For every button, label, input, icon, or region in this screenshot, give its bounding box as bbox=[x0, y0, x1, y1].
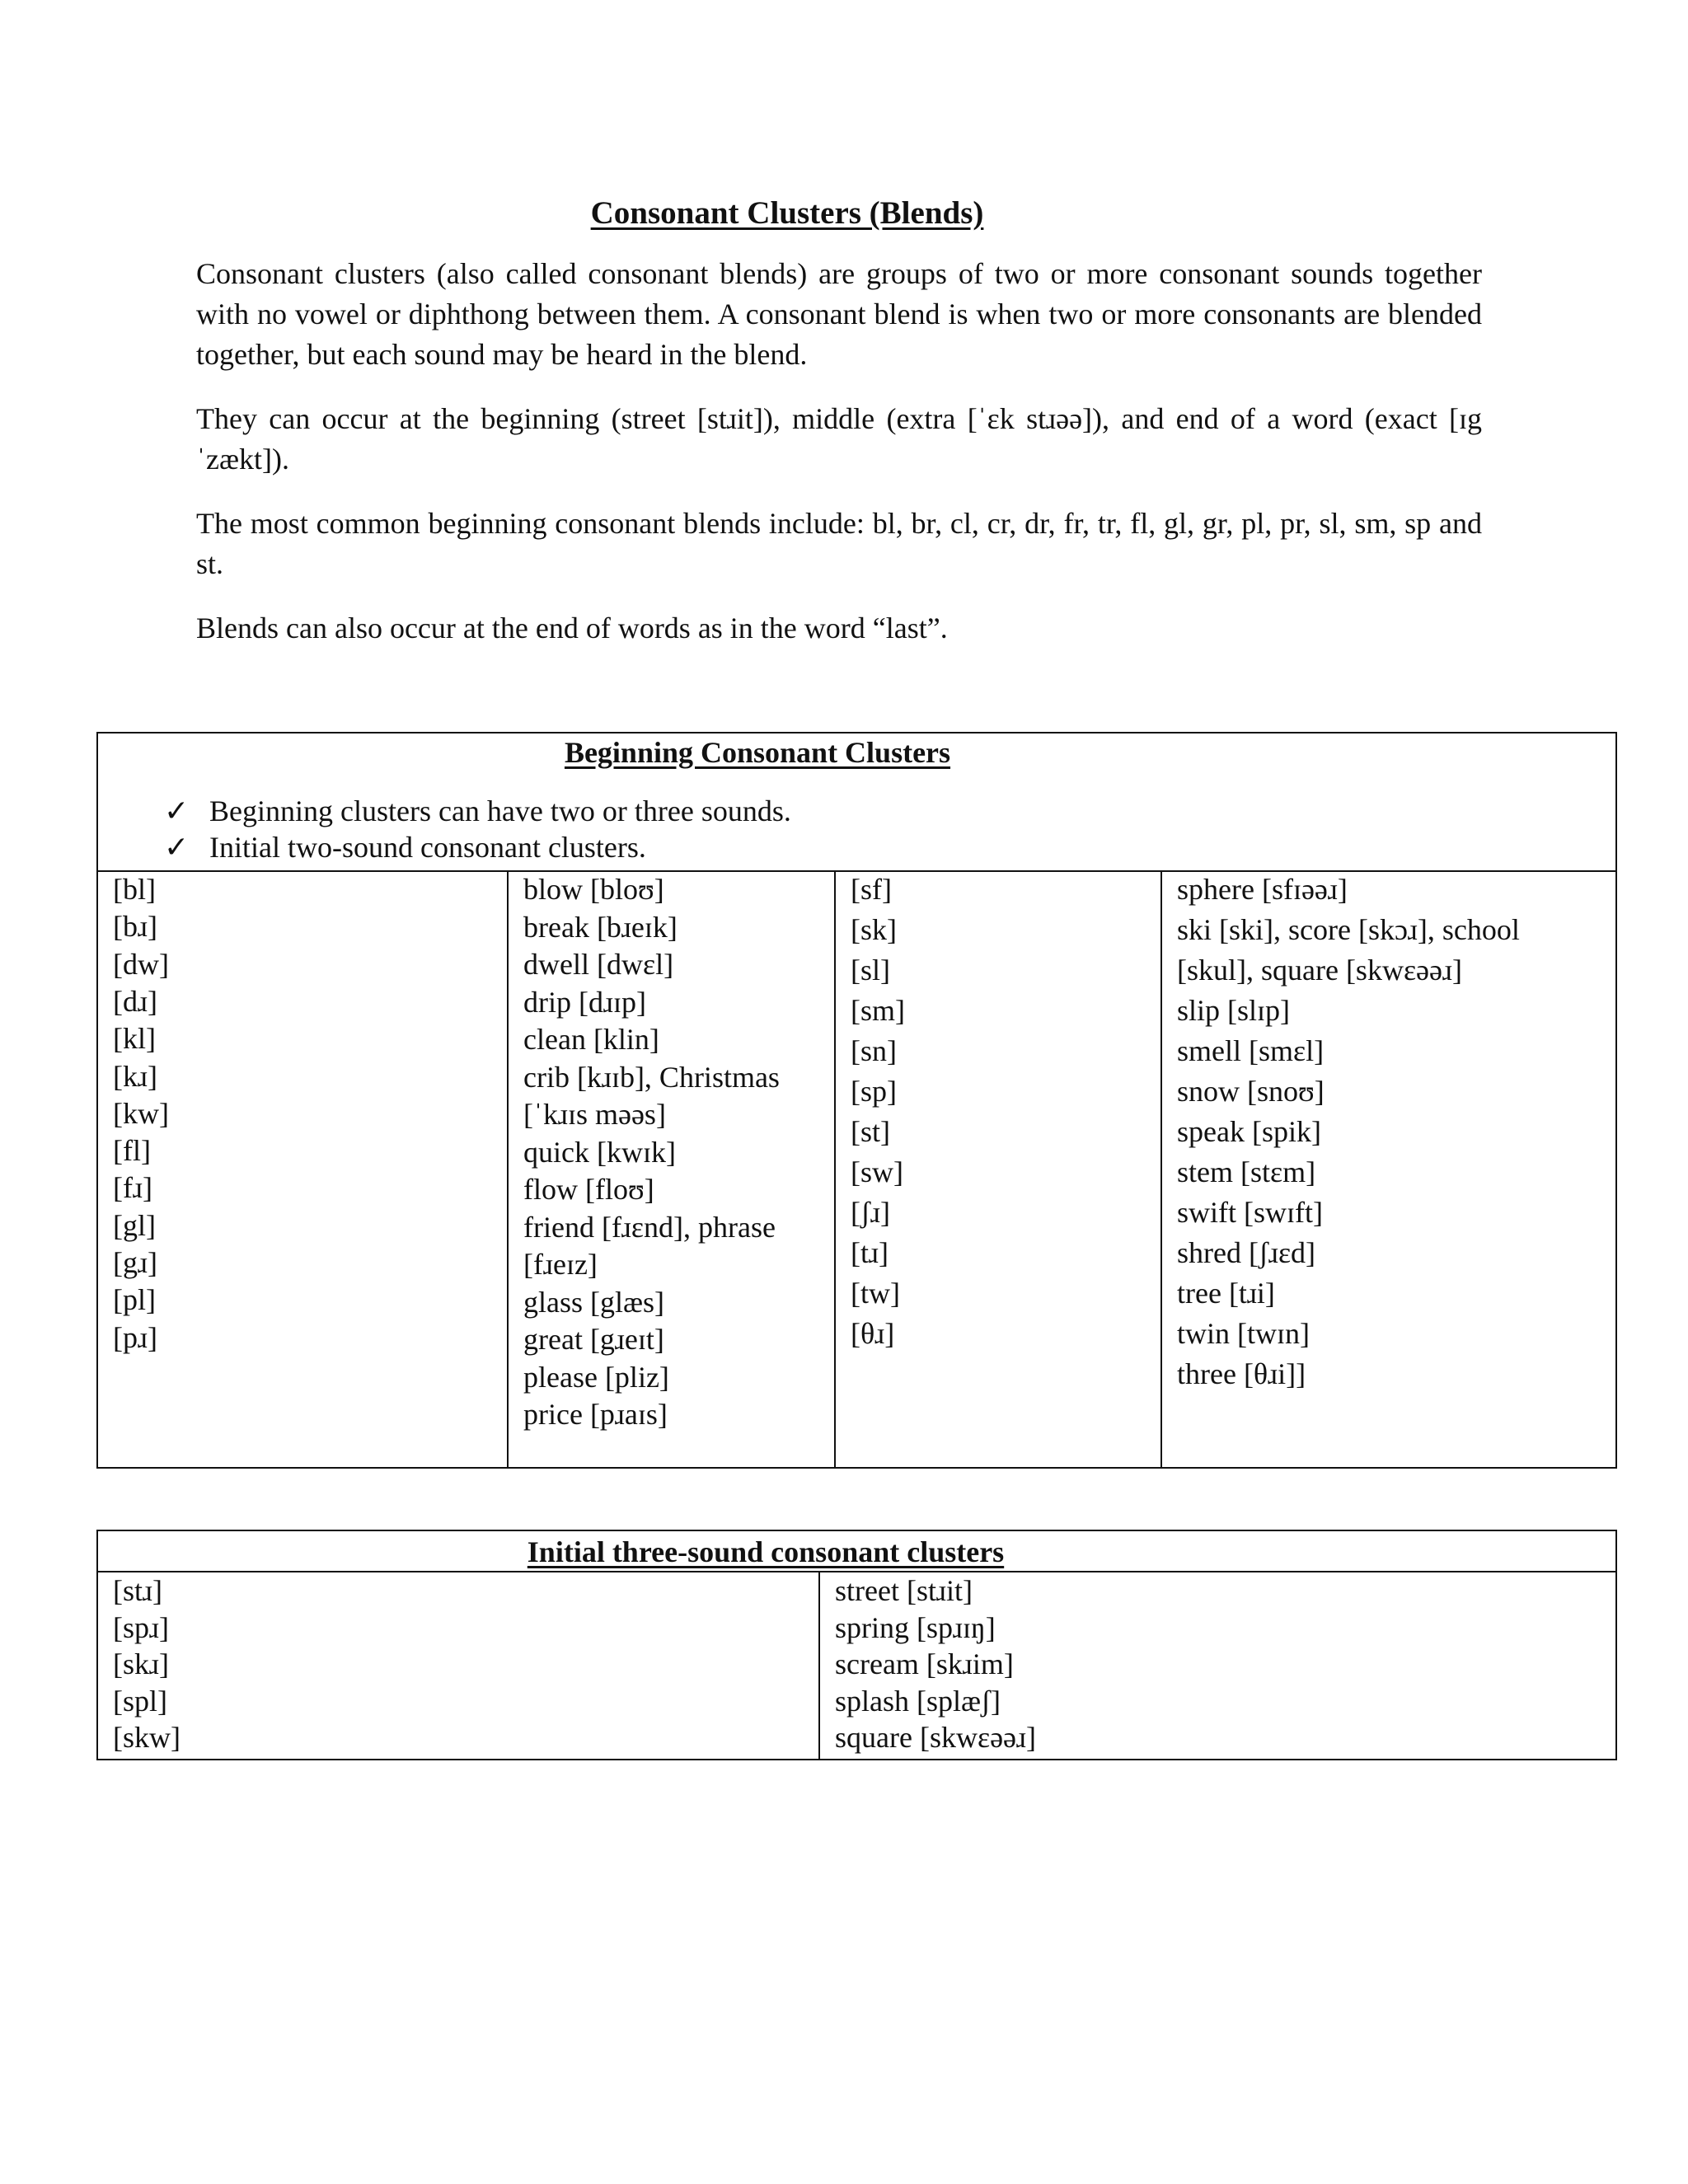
table-cell: [kɹ] bbox=[113, 1059, 157, 1093]
table-title: Beginning Consonant Clusters bbox=[564, 736, 951, 769]
table-cell: [sn] bbox=[851, 1034, 897, 1067]
table-cell: [pl] bbox=[113, 1283, 156, 1317]
table-cell: [fɹ] bbox=[113, 1171, 152, 1205]
table-cell: speak [spik] bbox=[1177, 1115, 1321, 1148]
table-cell: spring [spɹɪŋ] bbox=[835, 1610, 996, 1644]
table-cell: shred [ʃɹɛd] bbox=[1177, 1236, 1316, 1269]
table-cell: clean [klin] bbox=[523, 1023, 659, 1056]
table-header bbox=[98, 1531, 1615, 1572]
table-cell: [sm] bbox=[851, 994, 905, 1027]
intro-paragraph: The most common beginning consonant blends include: bl, br, cl, cr, dr, fr, tr, fl, gl, gr, pl, pr, sl, sm, sp and st. bbox=[196, 507, 1482, 580]
table-cell: crib [kɹɪb], Christmas bbox=[523, 1060, 780, 1094]
list-item bbox=[164, 793, 791, 829]
table-title: Initial three-sound consonant clusters bbox=[527, 1535, 1005, 1568]
table-cell: [st] bbox=[851, 1115, 890, 1148]
table-cell: [tw] bbox=[851, 1277, 900, 1310]
bullet-text: Initial two-sound consonant clusters. bbox=[209, 831, 646, 864]
table-cell: [sp] bbox=[851, 1075, 897, 1108]
table-cell: stem [stɛm] bbox=[1177, 1155, 1316, 1188]
table-cell: [sl] bbox=[851, 954, 890, 987]
table-cell: snow [snoʊ] bbox=[1177, 1075, 1325, 1108]
table-cell: [sw] bbox=[851, 1155, 903, 1188]
table-cell: flow [floʊ] bbox=[523, 1173, 654, 1206]
table-cell: [tɹ] bbox=[851, 1236, 889, 1269]
table-cell: drip [dɹɪp] bbox=[523, 985, 646, 1019]
example-column bbox=[1160, 872, 1615, 1469]
checkmark-icon: ✓ bbox=[164, 831, 190, 864]
table-cell: sphere [sfɪəəɹ] bbox=[1177, 873, 1348, 906]
table-cell: blow [bloʊ] bbox=[523, 873, 664, 906]
example-column bbox=[818, 1572, 1615, 1759]
list-item bbox=[164, 829, 791, 865]
beginning-clusters-table bbox=[96, 732, 1617, 1469]
table-cell: [spɹ] bbox=[113, 1610, 169, 1644]
intro-paragraph: They can occur at the beginning (street [stɹit]), middle (extra [ˈɛk stɹəə]), and end of a word (exact [ɪgˈzækt]). bbox=[196, 402, 1482, 476]
table-cell: [bɹ] bbox=[113, 910, 157, 944]
table-cell: [kl] bbox=[113, 1022, 156, 1056]
table-cell: [skul], square [skwɛəəɹ] bbox=[1177, 954, 1462, 987]
table-cell: [kw] bbox=[113, 1096, 169, 1130]
cluster-column bbox=[98, 872, 507, 1469]
example-column bbox=[507, 872, 834, 1469]
table-cell: twin [twɪn] bbox=[1177, 1317, 1310, 1350]
table-cell: [gɹ] bbox=[113, 1246, 157, 1279]
table-cell: [ʃɹ] bbox=[851, 1196, 890, 1229]
table-cell: [fɹeɪz] bbox=[523, 1248, 598, 1281]
table-cell: [stɹ] bbox=[113, 1574, 162, 1607]
table-cell: [spl] bbox=[113, 1684, 167, 1718]
table-cell: [dw] bbox=[113, 947, 169, 981]
table-cell: [skɹ] bbox=[113, 1647, 169, 1680]
table-cell: street [stɹit] bbox=[835, 1574, 973, 1607]
table-cell: slip [slɪp] bbox=[1177, 994, 1291, 1027]
intro-paragraph: Blends can also occur at the end of words as in the word “last”. bbox=[196, 612, 948, 644]
table-cell: break [bɹeɪk] bbox=[523, 910, 678, 944]
table-cell: [pɹ] bbox=[113, 1320, 157, 1354]
table-cell: [bl] bbox=[113, 873, 156, 906]
intro-paragraph: Consonant clusters (also called consonant blends) are groups of two or more consonant sounds together with no vowel or diphthong between them. A consonant blend is when two or more consonants are blended together, but each sound may be heard in the blend. bbox=[196, 257, 1482, 371]
table-cell: friend [fɹɛnd], phrase bbox=[523, 1210, 776, 1244]
table-cell: splash [splæʃ] bbox=[835, 1684, 1001, 1718]
table-cell: glass [glæs] bbox=[523, 1285, 664, 1319]
table-body bbox=[98, 872, 1615, 1469]
checkmark-icon: ✓ bbox=[164, 794, 190, 827]
table-cell: great [gɹeɪt] bbox=[523, 1323, 664, 1356]
table-cell: [ˈkɹɪs məəs] bbox=[523, 1098, 666, 1131]
bullet-text: Beginning clusters can have two or three sounds. bbox=[209, 794, 791, 827]
table-cell: price [pɹaɪs] bbox=[523, 1398, 668, 1431]
cluster-column bbox=[98, 1572, 818, 1759]
table-cell: [dɹ] bbox=[113, 984, 157, 1018]
cluster-column bbox=[834, 872, 1160, 1469]
three-sound-clusters-table bbox=[96, 1530, 1617, 1760]
table-header bbox=[98, 733, 1615, 872]
table-cell: swift [swɪft] bbox=[1177, 1196, 1323, 1229]
table-cell: quick [kwɪk] bbox=[523, 1135, 676, 1169]
table-cell: [skw] bbox=[113, 1721, 181, 1754]
table-cell: smell [smɛl] bbox=[1177, 1034, 1325, 1067]
intro-text bbox=[196, 254, 1482, 673]
table-cell: dwell [dwɛl] bbox=[523, 948, 674, 981]
table-cell: [gl] bbox=[113, 1208, 156, 1242]
table-cell: [fl] bbox=[113, 1134, 151, 1168]
bullet-list bbox=[164, 793, 791, 865]
table-cell: please [pliz] bbox=[523, 1360, 669, 1394]
table-cell: scream [skɹim] bbox=[835, 1647, 1014, 1680]
table-cell: [sk] bbox=[851, 913, 897, 946]
table-cell: [sf] bbox=[851, 873, 892, 906]
table-cell: [θɹ] bbox=[851, 1317, 895, 1350]
table-cell: ski [ski], score [skɔɹ], school bbox=[1177, 913, 1520, 946]
page-title: Consonant Clusters (Blends) bbox=[590, 195, 984, 231]
table-cell: tree [tɹi] bbox=[1177, 1277, 1275, 1310]
table-body bbox=[98, 1572, 1615, 1759]
table-cell: three [θɹi]] bbox=[1177, 1357, 1306, 1390]
table-cell: square [skwɛəəɹ] bbox=[835, 1721, 1037, 1754]
